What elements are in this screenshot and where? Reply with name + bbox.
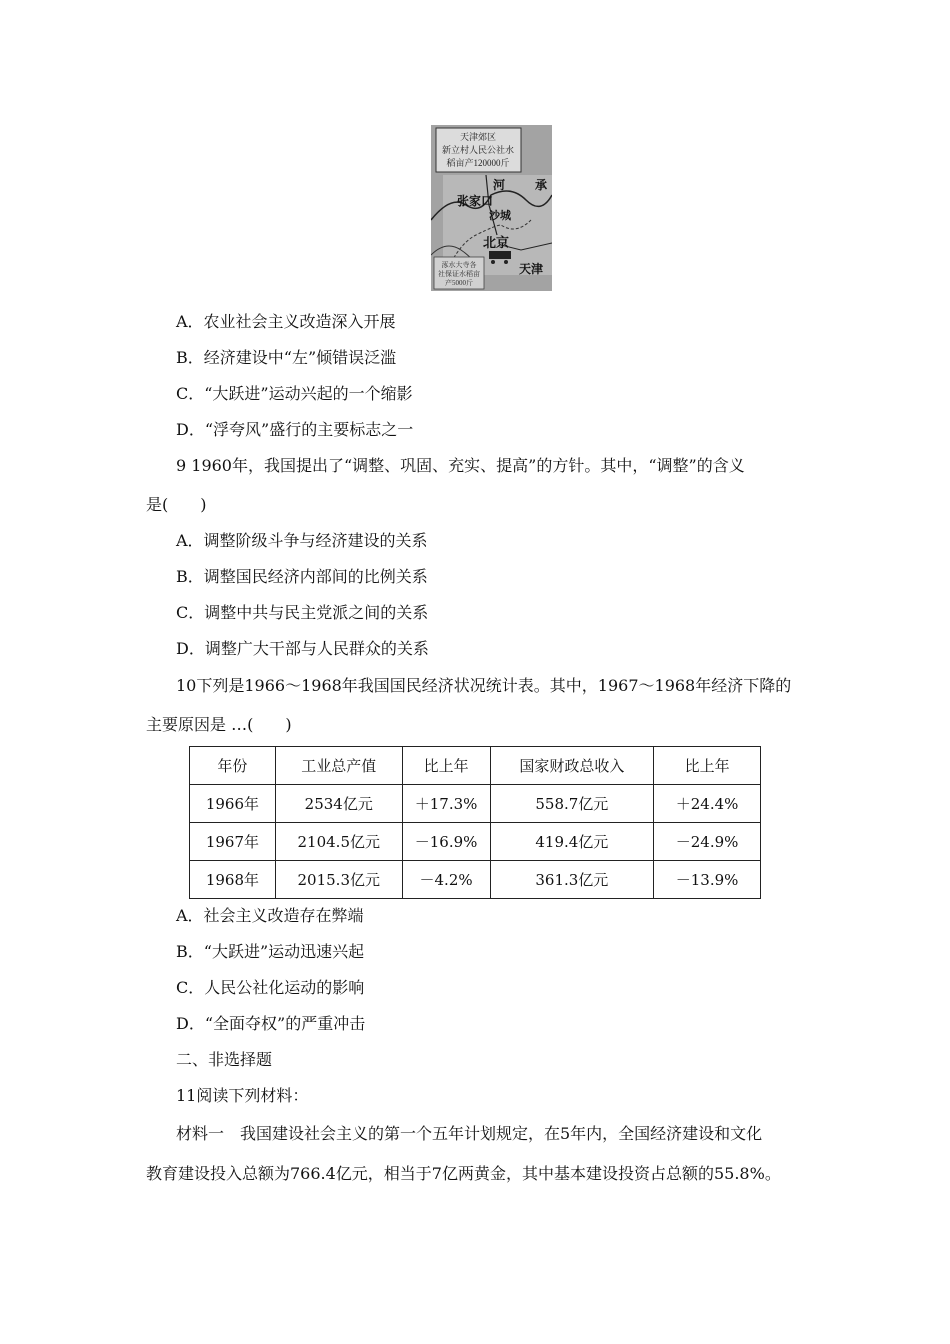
table-cell: 1968年: [190, 861, 276, 899]
map-label-cheng: 承: [535, 178, 548, 192]
q9-stem-line1: 9 1960年，我国提出了“调整、巩固、充实、提高”的方针。其中，“调整”的含义: [176, 456, 745, 475]
map-label-tianjin: 天津: [519, 262, 544, 276]
map-box-bottom-line3: 产5000斤: [445, 279, 473, 287]
map-label-beijing: 北京: [483, 236, 510, 251]
table-cell: －13.9%: [654, 861, 761, 899]
table-header: 国家财政总收入: [490, 747, 654, 785]
table-cell: 1967年: [190, 823, 276, 861]
table-cell: 361.3亿元: [490, 861, 654, 899]
table-cell: 558.7亿元: [490, 785, 654, 823]
q9-option-b: B．调整国民经济内部间的比例关系: [176, 567, 428, 586]
table-header: 比上年: [402, 747, 490, 785]
map-box-bottom-line1: 涿水大寺各: [441, 261, 477, 269]
map-image: [431, 125, 552, 291]
table-cell: 2534亿元: [275, 785, 402, 823]
table-cell: 2104.5亿元: [275, 823, 402, 861]
economic-stats-table: [189, 746, 761, 899]
table-cell: 419.4亿元: [490, 823, 654, 861]
map-label-zhangjiakou: 张家口: [457, 194, 494, 208]
table-cell: －16.9%: [402, 823, 490, 861]
section-heading: 二、非选择题: [176, 1050, 273, 1069]
table-cell: －24.9%: [654, 823, 761, 861]
table-cell: 2015.3亿元: [275, 861, 402, 899]
q9-option-d: D．调整广大干部与人民群众的关系: [176, 639, 429, 658]
q10-option-a: A．社会主义改造存在弊端: [176, 906, 364, 925]
q10-option-c: C．人民公社化运动的影响: [176, 978, 365, 997]
table-header: 比上年: [654, 747, 761, 785]
q9-option-c: C．调整中共与民主党派之间的关系: [176, 603, 429, 622]
table-row: [190, 823, 761, 861]
q9-option-a: A．调整阶级斗争与经济建设的关系: [176, 531, 428, 550]
q10-option-d: D．“全面夺权”的严重冲击: [176, 1014, 366, 1033]
q8-option-b: B．经济建设中“左”倾错误泛滥: [176, 348, 397, 367]
material1-line1: 材料一 我国建设社会主义的第一个五年计划规定，在5年内，全国经济建设和文化: [176, 1124, 763, 1143]
material1-line2: 教育建设投入总额为766.4亿元，相当于7亿两黄金，其中基本建设投资占总额的55.8%。: [146, 1164, 781, 1183]
table-cell: 1966年: [190, 785, 276, 823]
map-box-top-line3: 稻亩产120000斤: [446, 158, 510, 168]
table-header: 年份: [190, 747, 276, 785]
q10-stem-line2: 主要原因是 …( ): [146, 715, 292, 734]
q8-option-c: C．“大跃进”运动兴起的一个缩影: [176, 384, 413, 403]
table-row: [190, 861, 761, 899]
table-cell: －4.2%: [402, 861, 490, 899]
q8-option-a: A．农业社会主义改造深入开展: [176, 312, 396, 331]
map-box-top-line2: 新立村人民公社水: [441, 145, 515, 155]
q10-option-b: B．“大跃进”运动迅速兴起: [176, 942, 365, 961]
table-cell: ＋17.3%: [402, 785, 490, 823]
map-label-shacheng: 沙城: [489, 209, 511, 222]
table-header: 工业总产值: [275, 747, 402, 785]
table-header-row: [190, 747, 761, 785]
q9-stem-line2: 是( ): [146, 495, 207, 514]
q8-option-d: D．“浮夸风”盛行的主要标志之一: [176, 420, 414, 439]
table-cell: ＋24.4%: [654, 785, 761, 823]
q10-stem-line1: 10下列是1966～1968年我国国民经济状况统计表。其中，1967～1968年经济下降的: [176, 676, 792, 695]
table-row: [190, 785, 761, 823]
map-box-top-line1: 天津郊区: [459, 132, 497, 142]
map-box-bottom-line2: 社保证水稻亩: [438, 270, 480, 278]
q11-intro: 11阅读下列材料：: [176, 1086, 309, 1105]
map-label-he: 河: [493, 178, 506, 192]
